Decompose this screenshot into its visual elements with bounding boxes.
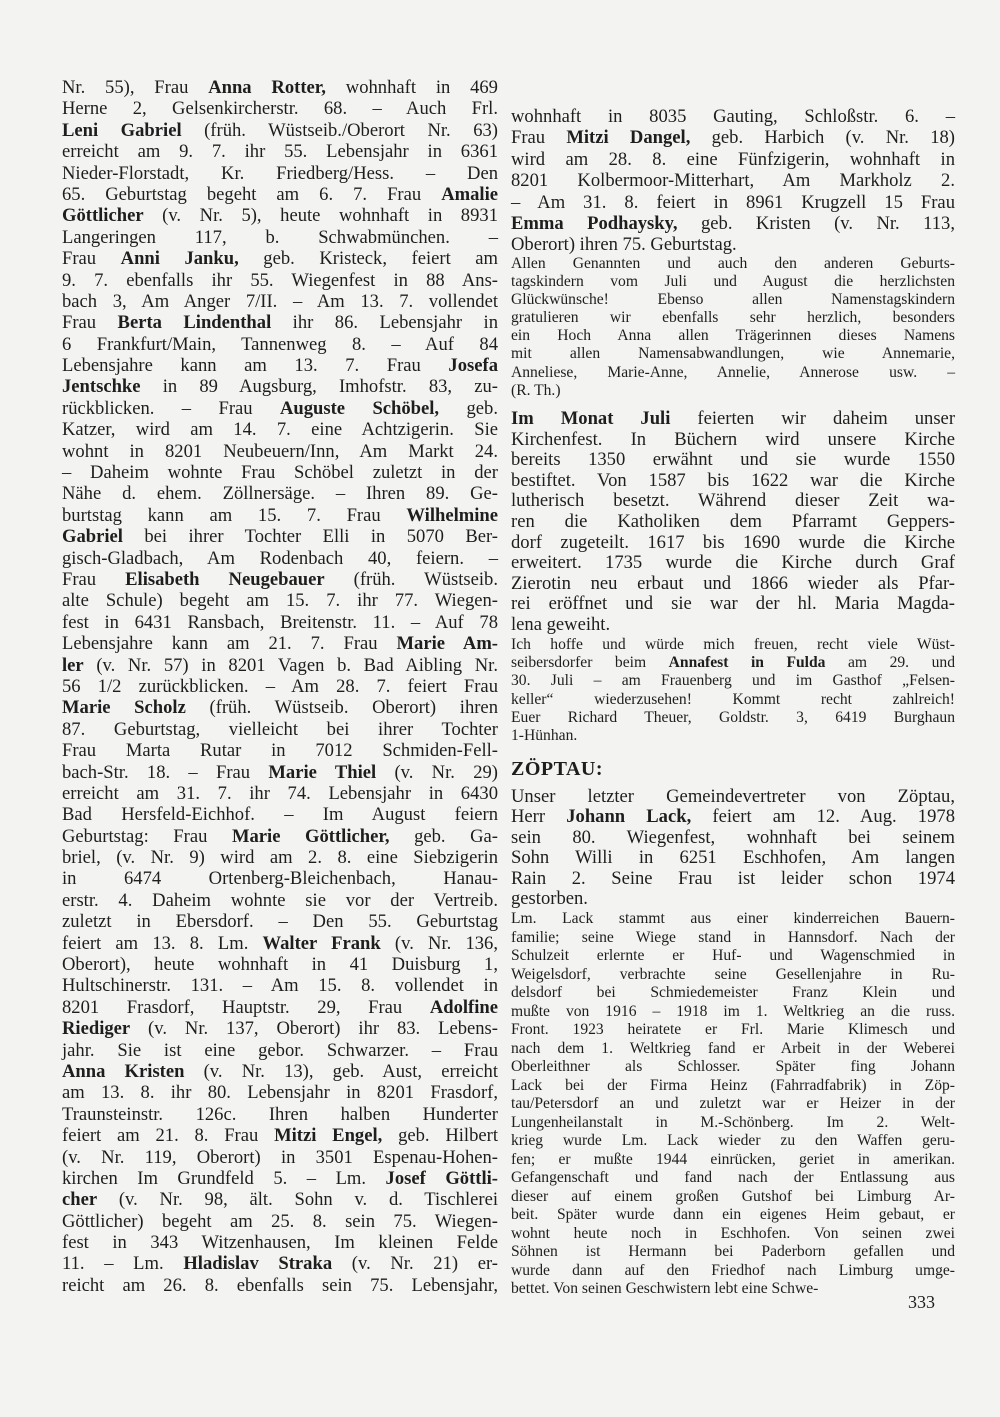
text-line (62, 505, 498, 526)
text-segment: burtstag kann am 15. 7. Frau (62, 504, 407, 526)
text-line (62, 1104, 498, 1125)
text-segment: erreicht am 31. 7. ihr 74. Lebensjahr in 6430 (62, 782, 498, 804)
text-line (62, 163, 498, 184)
text-segment: Unser letzter Gemeindevertreter von Zöptau, (511, 786, 955, 807)
text-line (511, 533, 955, 554)
text-line (511, 966, 955, 985)
text-line (62, 826, 498, 847)
text-line (62, 205, 498, 226)
text-segment: erreicht am 9. 7. ihr 55. Lebensjahr in 6361 (62, 141, 498, 163)
text-segment: Hultschinerstr. 131. – Am 15. 8. vollendet in (62, 975, 498, 997)
text-segment: feiert am 12. Aug. 1978 (691, 806, 955, 828)
text-segment: feiert am 13. 8. Lm. (62, 932, 263, 954)
text-segment: bestiftet. Von 1587 bis 1622 war die Kirche (511, 469, 955, 491)
text-line (62, 719, 498, 740)
text-segment: Frau (62, 312, 118, 334)
text-segment: (früh. Wüstseib. Oberort) ihren (185, 697, 498, 719)
bold-name: Anni Janku, (120, 248, 239, 270)
text-segment: mit allen Namensabwandlungen, wie Annemarie, (511, 345, 955, 363)
bold-name: Adolfine (429, 996, 498, 1018)
text-segment: (früh. Wüstseib./Oberort Nr. 63) (181, 119, 498, 141)
text-line (62, 954, 498, 975)
text-segment: 65. Geburtstag begeht am 6. 7. Frau (62, 183, 442, 205)
text-line (62, 1018, 498, 1039)
text-line (511, 234, 955, 255)
text-segment: 11. – Lm. (62, 1253, 184, 1275)
text-line (511, 106, 955, 127)
bold-name: Johann Lack, (566, 806, 692, 828)
text-segment: (R. Th.) (511, 381, 561, 399)
text-segment: reicht am 26. 8. ebenfalls sein 75. Lebensjahr, (62, 1274, 498, 1296)
text-line (511, 889, 955, 909)
text-segment: wohnhaft in 469 (325, 77, 498, 98)
text-segment: Nr. 55), Frau (62, 77, 209, 98)
text-line (511, 984, 955, 1003)
text-segment: Herne 2, Gelsenkircherstr. 68. – Auch Frl. (62, 98, 498, 120)
text-segment: Allen Genannten und auch den anderen Geburts- (511, 255, 955, 272)
text-line (62, 248, 498, 269)
text-line (62, 590, 498, 611)
text-line (62, 697, 498, 718)
text-segment: (früh. Wüstseib. (324, 568, 498, 590)
text-segment: zuletzt in Ebersdorf. – Den 55. Geburtstag (62, 911, 498, 933)
text-segment: Frau (62, 248, 121, 270)
zoeptau-intro-paragraph (511, 787, 955, 909)
text-segment: (v. Nr. 29) (376, 761, 498, 783)
text-line (511, 1262, 955, 1281)
text-segment: dorf zugeteilt. 1617 bis 1690 wurde die Kirche (511, 531, 955, 553)
text-segment: Oberort), heute wohnhaft in 41 Duisburg 1, (62, 954, 498, 976)
text-segment: Kirchenfest. In Büchern wird unsere Kirche (511, 428, 955, 450)
text-segment: alte Schule) begeht am 15. 7. ihr 77. Wiegen- (62, 590, 498, 612)
bold-name: Marie Am- (396, 633, 499, 655)
text-line (62, 1275, 498, 1296)
text-line (62, 548, 498, 569)
bold-name: Wilhelmine (406, 504, 498, 526)
text-line (62, 890, 498, 911)
text-segment: Geburtstag: Frau (62, 825, 232, 847)
text-line (511, 1151, 955, 1170)
text-segment: 8201 Kolbermoor-Mitterhart, Am Markholz 2. (511, 170, 955, 192)
text-segment: Sohn Willi in 6251 Eschhofen, Am langen (511, 847, 955, 869)
text-segment: (v. Nr. 137, Oberort) ihr 83. Lebens- (130, 1018, 498, 1040)
text-line (62, 1147, 498, 1168)
text-segment: Bad Hersfeld-Eichhof. – Im August feiern (62, 804, 498, 826)
text-segment: feiert am 21. 8. Frau (62, 1125, 275, 1147)
text-segment: delsdorf bei Schmiedemeister Franz Klein und (511, 984, 955, 1001)
text-segment: Anneliese, Marie-Anne, Annelie, Annerose usw. – (511, 363, 955, 381)
text-segment: Nieder-Florstadt, Kr. Friedberg/Hess. – Den (62, 162, 498, 184)
text-line (511, 1188, 955, 1207)
text-segment: bettet. Von seinen Geschwistern lebt eine Schwe- (511, 1280, 819, 1297)
bold-name: Gabriel (62, 526, 123, 548)
text-segment: (v. Nr. 5), heute wohnhaft in 8931 (143, 205, 498, 227)
zoeptau-biography-paragraph (511, 910, 955, 1299)
bold-name: Marie Göttlicher, (231, 825, 390, 847)
text-segment: (v. Nr. 57) in 8201 Vagen b. Bad Aibling Nr. (83, 654, 498, 676)
text-line (511, 807, 955, 827)
bold-name: Berta Lindenthal (117, 312, 272, 334)
text-line (62, 868, 498, 889)
bold-name: Anna Kristen (62, 1060, 185, 1082)
text-segment: geb. Harbich (v. Nr. 18) (690, 127, 955, 149)
text-segment: bach 3, Am Anger 7/II. – Am 13. 7. vollendet (62, 290, 498, 312)
text-line (62, 783, 498, 804)
text-segment: 56 1/2 zurückblicken. – Am 28. 7. feiert Frau (62, 675, 498, 697)
bold-name: Walter Frank (262, 932, 381, 954)
text-segment: fest in 6431 Ransbach, Breitenstr. 11. – Auf 78 (62, 611, 498, 633)
text-segment: Front. 1923 heiratete er Frl. Marie Klimesch und (511, 1021, 955, 1038)
text-line (511, 1132, 955, 1151)
text-segment: Glückwünsche! Ebenso allen Namenstagskindern (511, 291, 955, 309)
text-segment: Lebensjahre kann am 13. 7. Frau (62, 355, 449, 377)
bold-name: Marie Thiel (268, 761, 377, 783)
bold-name: Josefa (448, 355, 498, 377)
text-line (62, 612, 498, 633)
text-segment: wurde dann auf den Friedhof nach Limburg umge- (511, 1261, 955, 1279)
text-segment: (v. Nr. 136, (380, 932, 498, 954)
bold-name: Hladislav Straka (183, 1253, 333, 1275)
text-segment: erstr. 4. Daheim wohnte sie vor der Vertreib. (62, 889, 498, 911)
text-line (511, 672, 955, 690)
text-segment: gestorben. (511, 887, 588, 909)
text-line (511, 828, 955, 848)
text-line (511, 1077, 955, 1096)
text-line (62, 227, 498, 248)
text-segment: kirchen Im Grundfeld 5. – Lm. (62, 1167, 386, 1189)
text-segment: Göttlicher) begeht am 25. 8. sein 75. Wiegen- (62, 1210, 498, 1232)
text-segment: fest in 343 Witzenhausen, Im kleinen Felde (62, 1232, 498, 1254)
text-line (511, 291, 955, 309)
text-line (62, 462, 498, 483)
text-line (62, 77, 498, 98)
text-line (62, 398, 498, 419)
text-line (62, 911, 498, 932)
text-segment: Schulzeit erlernte er Huf- und Wagenschmied in (511, 947, 955, 964)
text-segment: feierten wir daheim unser (670, 408, 956, 429)
text-line (511, 709, 955, 727)
text-line (62, 1168, 498, 1189)
text-line (511, 213, 955, 234)
text-segment: Traunsteinstr. 126c. Ihren halben Hunderter (62, 1103, 498, 1125)
text-line (511, 910, 955, 929)
text-line (511, 149, 955, 170)
text-line (511, 1280, 955, 1299)
text-line (511, 327, 955, 345)
text-segment: in 89 Augsburg, Imhofstr. 83, zu- (140, 376, 498, 398)
left-column (62, 77, 498, 1296)
text-segment: 8201 Frasdorf, Hauptstr. 29, Frau (62, 996, 430, 1018)
text-segment: geb. (439, 397, 498, 419)
text-segment: Langeringen 117, b. Schwabmünchen. – (62, 226, 498, 248)
text-line (511, 1243, 955, 1262)
text-line (62, 1125, 498, 1146)
text-line (62, 419, 498, 440)
text-segment: Katzer, wird am 14. 7. eine Achtzigerin. Sie (62, 419, 498, 441)
text-line (511, 364, 955, 382)
text-segment: Lack bei der Firma Heinz (Fahrradfabrik) in Zöp- (511, 1076, 955, 1094)
text-segment: krieg wurde Lm. Lack wieder zu den Waffen geru- (511, 1132, 955, 1149)
bold-name: cher (62, 1189, 98, 1211)
text-line (511, 430, 955, 451)
text-segment: ren die Katholiken dem Pfarramt Geppers- (511, 510, 955, 532)
text-segment: bach-Str. 18. – Frau (62, 761, 269, 783)
text-line (62, 483, 498, 504)
text-segment: Nähe d. ehem. Zöllnersäge. – Ihren 89. Ge- (62, 483, 498, 505)
text-segment: wohnt heute noch in Eschhofen. Von seinen zwei (511, 1224, 955, 1242)
text-segment: geb. Ga- (389, 825, 498, 847)
text-line (62, 1061, 498, 1082)
text-line (511, 615, 955, 636)
text-segment: Frau (511, 127, 567, 149)
text-segment: am 29. und (825, 654, 955, 672)
text-line (62, 676, 498, 697)
text-line (511, 1058, 955, 1077)
text-segment: (v. Nr. 119, Oberort) in 3501 Espenau-Hohen- (62, 1146, 498, 1168)
text-line (62, 804, 498, 825)
bold-name: Emma Podhaysky, (511, 212, 678, 234)
text-line (62, 1232, 498, 1253)
text-segment: Lungenheilanstalt in M.-Schönberg. Im 2. Welt- (511, 1113, 955, 1131)
bold-name: Elisabeth Neugebauer (125, 568, 325, 590)
text-segment: mußte von 1916 – 1918 im 1. Weltkrieg an die russ. (511, 1002, 955, 1020)
text-segment: 1-Hünhan. (511, 726, 578, 744)
text-segment: am 13. 8. ihr 80. Lebensjahr in 8201 Frasdorf, (62, 1082, 498, 1104)
text-segment: 30. Juli – am Frauenberg und im Gasthof „Felsen- (511, 672, 955, 690)
text-line (511, 1114, 955, 1133)
text-line (511, 471, 955, 492)
text-line (62, 120, 498, 141)
text-line (62, 975, 498, 996)
text-line (511, 491, 955, 512)
text-line (511, 1206, 955, 1225)
text-segment: gratulieren wir ebenfalls sehr herzlich, besonders (511, 309, 955, 327)
text-line (62, 933, 498, 954)
text-line (62, 740, 498, 761)
text-segment: Söhnen ist Hermann bei Paderborn gefallen und (511, 1243, 955, 1260)
text-line (62, 184, 498, 205)
text-segment: 87. Geburtstag, vielleicht bei ihrer Tochter (62, 718, 498, 740)
text-segment: rückblicken. – Frau (62, 397, 280, 419)
text-segment: Frau (62, 568, 126, 590)
text-segment: 9. 7. ebenfalls ihr 55. Wiegenfest in 88 Ans- (62, 269, 498, 291)
text-line (62, 1253, 498, 1274)
text-line (62, 526, 498, 547)
text-line (511, 450, 955, 471)
text-segment: rei eröffnet und sie war der hl. Maria Magda- (511, 593, 955, 615)
text-segment: – Am 31. 8. feiert in 8961 Krugzell 15 Frau (511, 191, 955, 213)
text-line (62, 312, 498, 333)
annafest-paragraph (511, 636, 955, 745)
text-line (511, 1095, 955, 1114)
text-segment: briel, (v. Nr. 9) wird am 2. 8. eine Siebzigerin (62, 847, 498, 869)
bold-name: ler (62, 654, 84, 676)
text-line (511, 409, 955, 430)
text-line (511, 1003, 955, 1022)
page-number: 333 (908, 1292, 935, 1312)
text-line (511, 947, 955, 966)
text-segment: sein 80. Wiegenfest, wohnhaft bei seinem (511, 826, 955, 848)
text-line (511, 636, 955, 654)
text-segment: in 6474 Ortenberg-Bleichenbach, Hanau- (62, 868, 498, 890)
text-segment: Euer Richard Theuer, Goldstr. 3, 6419 Burghaun (511, 708, 955, 726)
text-segment: wird am 28. 8. eine Fünfzigerin, wohnhaft in (511, 148, 955, 170)
text-line (62, 98, 498, 119)
text-line (511, 1021, 955, 1040)
text-line (62, 141, 498, 162)
text-segment: Ich hoffe und würde mich freuen, recht viele Wüst- (511, 636, 955, 653)
text-line (511, 787, 955, 807)
text-line (511, 1040, 955, 1059)
text-line (62, 1040, 498, 1061)
bold-name: Leni Gabriel (62, 119, 182, 141)
text-segment: keller“ wiederzusehen! Kommt recht zahlreich! (511, 690, 955, 708)
text-segment: tau/Petersdorf an und zuletzt war er Heizer in der (511, 1095, 955, 1112)
text-line (62, 376, 498, 397)
text-line (511, 654, 955, 672)
text-segment: (v. Nr. 13), geb. Aust, erreicht (184, 1060, 498, 1082)
text-segment: (v. Nr. 98, ält. Sohn v. d. Tischlerei (97, 1189, 498, 1211)
text-line (511, 127, 955, 148)
birthday-paragraph-continued (511, 106, 955, 256)
text-line (62, 355, 498, 376)
text-segment: – Daheim wohnte Frau Schöbel zuletzt in der (62, 462, 498, 484)
text-segment: familie; seine Wiege stand in Hannsdorf. Nach der (511, 928, 955, 946)
text-segment: 6 Frankfurt/Main, Tannenweg 8. – Auf 84 (62, 333, 498, 355)
text-segment: dieser auf einem großen Gutshof bei Limburg Ar- (511, 1187, 955, 1205)
bold-name: Auguste Schöbel, (279, 397, 440, 419)
text-segment: geb. Hilbert (382, 1125, 499, 1147)
bold-name: Mitzi Dangel, (566, 127, 691, 149)
text-segment: nach dem 1. Weltkrieg fand er Arbeit in der Weberei (511, 1039, 955, 1057)
text-segment: ihr 86. Lebensjahr in (271, 312, 498, 334)
section-heading-zoeptau: ZÖPTAU: (511, 758, 604, 780)
text-segment: Weigelsdorf, verbrachte seine Gesellenjahre in Ru- (511, 965, 955, 983)
bold-name: Annafest in Fulda (668, 654, 826, 672)
text-segment: wohnhaft in 8035 Gauting, Schloßstr. 6. – (511, 106, 955, 127)
text-segment: Oberleithner als Schlosser. Später fing Johann (511, 1058, 955, 1075)
text-line (511, 691, 955, 709)
text-line (62, 633, 498, 654)
text-segment: lutherisch besetzt. Während dieser Zeit wa- (511, 490, 955, 512)
text-segment: ein Hoch Anna allen Trägerinnen dieses Namens (511, 327, 955, 345)
text-segment: geb. Kristen (v. Nr. 113, (677, 212, 955, 234)
text-segment: beit. Später wurde dann ein eigenes Heim gebaut, er (511, 1206, 955, 1223)
text-line (511, 255, 955, 273)
text-segment: Frau Marta Rutar in 7012 Schmiden-Fell- (62, 740, 498, 762)
text-line (511, 512, 955, 533)
text-segment: fen; er mußte 1944 einrücken, geriet in amerikan. (511, 1150, 955, 1168)
text-line (511, 929, 955, 948)
text-line (511, 382, 955, 400)
text-segment: bei ihrer Tochter Elli in 5070 Ber- (122, 526, 498, 548)
text-segment: tagskindern vom Juli und August die herzlichsten (511, 273, 955, 291)
text-segment: lena geweiht. (511, 613, 611, 635)
text-line (62, 762, 498, 783)
text-line (511, 170, 955, 191)
text-line (511, 345, 955, 363)
text-line (511, 309, 955, 327)
text-line (511, 273, 955, 291)
church-festival-paragraph (511, 409, 955, 636)
text-segment: jahr. Sie ist eine gebor. Schwarzer. – Frau (62, 1039, 498, 1061)
text-segment: Rain 2. Seine Frau ist leider schon 1974 (511, 867, 955, 889)
text-line (62, 334, 498, 355)
text-line (511, 574, 955, 595)
text-line (511, 1169, 955, 1188)
text-segment: wohnt in 8201 Neubeuern/Inn, Am Markt 24. (62, 440, 498, 462)
bold-name: Josef Göttli- (385, 1167, 498, 1189)
text-line (62, 1189, 498, 1210)
bold-name: Im Monat Juli (511, 408, 671, 429)
text-line (511, 727, 955, 745)
text-segment: Oberort) ihren 75. Geburtstag. (511, 234, 737, 256)
bold-name: Mitzi Engel, (274, 1125, 383, 1147)
bold-name: Göttlicher (62, 205, 144, 227)
text-line (62, 1082, 498, 1103)
text-line (62, 847, 498, 868)
text-segment: Zierotin neu erbaut und 1866 wieder als Pfar- (511, 572, 955, 594)
text-line (511, 553, 955, 574)
text-segment: gisch-Gladbach, Am Rodenbach 40, feiern. – (62, 547, 498, 569)
text-line (62, 441, 498, 462)
text-segment: seibersdorfer beim (511, 654, 669, 672)
bold-name: Riediger (62, 1018, 131, 1040)
text-line (511, 192, 955, 213)
text-segment: Gefangenschaft und fand nach der Entlassung aus (511, 1169, 955, 1186)
text-line (62, 270, 498, 291)
text-line (62, 997, 498, 1018)
text-segment: Herr (511, 806, 567, 828)
text-line (511, 1225, 955, 1244)
text-line (511, 848, 955, 868)
bold-name: Anna Rotter, (208, 77, 326, 98)
bold-name: Marie Scholz (62, 697, 186, 719)
text-line (62, 1211, 498, 1232)
text-segment: Lm. Lack stammt aus einer kinderreichen Bauern- (511, 910, 955, 927)
text-line (511, 869, 955, 889)
text-line (511, 594, 955, 615)
congratulations-paragraph (511, 255, 955, 400)
text-segment: erweitert. 1735 wurde die Kirche durch Graf (511, 552, 955, 574)
text-line (62, 291, 498, 312)
text-segment: (v. Nr. 21) er- (332, 1253, 498, 1275)
text-line (62, 569, 498, 590)
text-segment: bereits 1350 erwähnt und sie wurde 1550 (511, 449, 955, 471)
text-segment: geb. Kristeck, feiert am (238, 248, 498, 270)
text-segment: Lebensjahre kann am 21. 7. Frau (62, 633, 397, 655)
bold-name: Jentschke (62, 376, 141, 398)
bold-name: Amalie (441, 183, 498, 205)
text-line (62, 655, 498, 676)
